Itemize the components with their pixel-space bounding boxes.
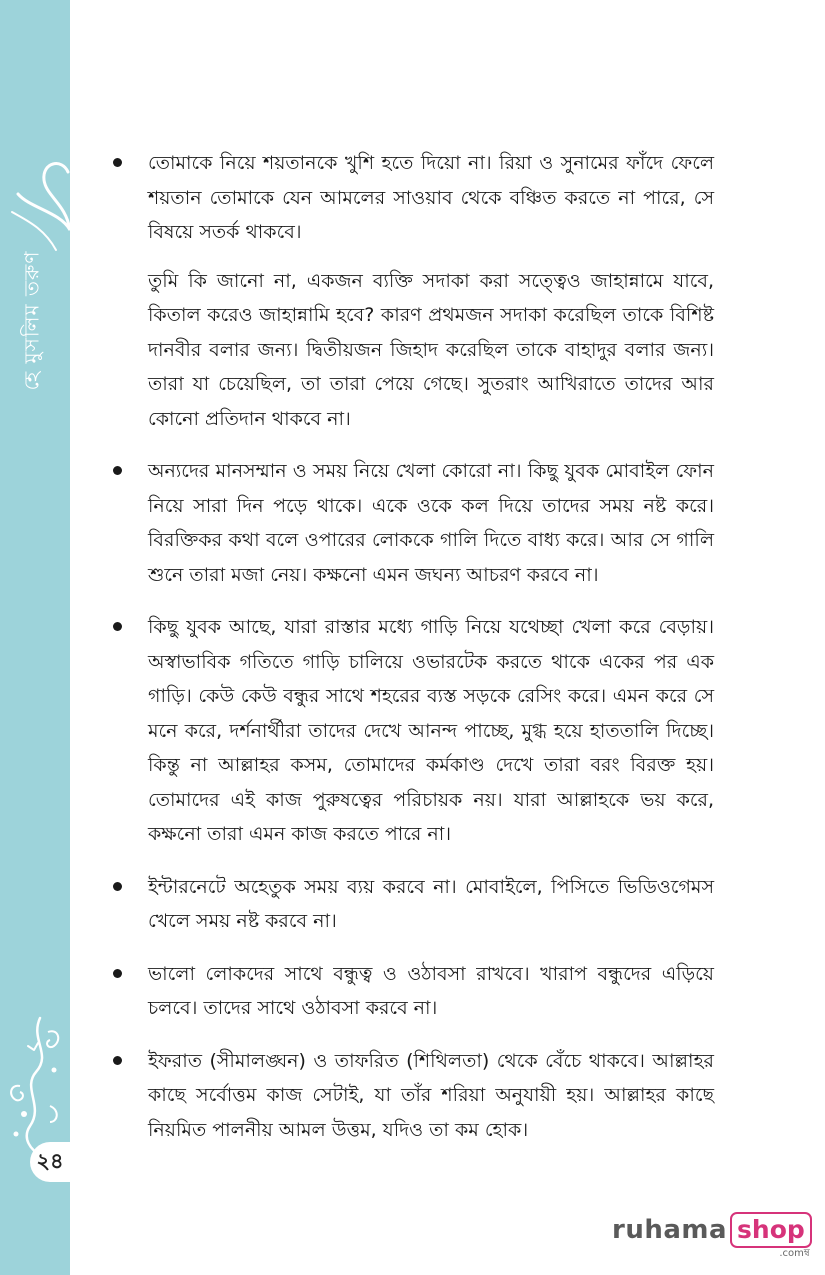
bullet-icon — [113, 466, 122, 475]
bullet-icon — [113, 622, 122, 631]
list-item-text: ভালো লোকদের সাথে বন্ধুত্ব ও ওঠাবসা রাখবে। খারাপ বন্ধুদের এড়িয়ে চলবে। তাদের সাথে ওঠাবসা করবে না। — [148, 962, 714, 1019]
logo-shop-badge — [730, 1212, 812, 1259]
list-item-text: কিছু যুবক আছে, যারা রাস্তার মধ্যে গাড়ি নিয়ে যথেচ্ছা খেলা করে বেড়ায়। অস্বাভাবিক গতিতে গাড়ি চালিয়ে ওভারটেক করতে থাকে একের পর এক গাড়ি। কেউ কেউ বন্ধুর সাথে শহরের ব্যস্ত সড়কে রেসিং করে। এমন করে সে মনে করে, দর্শনার্থীরা তাদের দেখে আনন্দ পাচ্ছে, মুগ্ধ হয়ে হাততালি দিচ্ছে। কিন্তু না আল্লাহর কসম, তোমাদের কর্মকাণ্ড দেখে তারা বরং বিরক্ত হয়। তোমাদের এই কাজ পুরুষত্বের পরিচায়ক নয়। যারা আল্লাহকে ভয় করে, কক্ষনো তারা এমন কাজ করতে পারে না। — [148, 616, 714, 845]
list-item-subparagraph: তুমি কি জানো না, একজন ব্যক্তি সদাকা করা সত্ত্বেও জাহান্নামে যাবে, কিতাল করেও জাহান্নামি হবে? কারণ প্রথমজন সদাকা করেছিল তাকে বিশিষ্ট দানবীর বলার জন্য। দ্বিতীয়জন জিহাদ করেছিল তাকে বাহাদুর বলার জন্য। তারা যা চেয়েছিল, তা তারা পেয়ে গেছে। সুতরাং আখিরাতে তাদের আর কোনো প্রতিদান থাকবে না। — [148, 269, 714, 430]
ruhamashop-logo — [612, 1212, 812, 1259]
bullet-icon — [113, 969, 122, 978]
logo-ruhama-text: ruhama — [612, 1215, 728, 1245]
list-item — [110, 146, 714, 436]
bullet-icon — [113, 1056, 122, 1065]
list-item — [110, 1044, 714, 1148]
list-item — [110, 870, 714, 939]
list-item — [110, 610, 714, 852]
list-item — [110, 957, 714, 1026]
list-item — [110, 454, 714, 592]
list-item-text: ইন্টারনেটে অহেতুক সময় ব্যয় করবে না। মোবাইলে, পিসিতে ভিডিওগেমস খেলে সময় নষ্ট করবে না। — [148, 875, 714, 932]
logo-shop-text: shop — [730, 1212, 812, 1248]
bullet-icon — [113, 158, 122, 167]
list-item-text: অন্যদের মানসম্মান ও সময় নিয়ে খেলা কোরো না। কিছু যুবক মোবাইল ফোন নিয়ে সারা দিন পড়ে থাকে। একে ওকে কল দিয়ে তাদের সময় নষ্ট করে। বিরক্তিকর কথা বলে ওপারের লোককে গালি দিতে বাধ্য করে। আর সে গালি শুনে তারা মজা নেয়। কক্ষনো এমন জঘন্য আচরণ করবে না। — [148, 460, 714, 586]
floral-flourish-icon — [0, 1010, 72, 1160]
list-item-text: ইফরাত (সীমালঙ্ঘন) ও তাফরিত (শিথিলতা) থেকে বেঁচে থাকবে। আল্লাহর কাছে সর্বোত্তম কাজ সেটাই, যা তাঁর শরিয়া অনুযায়ী হয়। আল্লাহর কাছে নিয়মিত পালনীয় আমল উত্তম, যদিও তা কম হোক। — [148, 1049, 714, 1141]
main-content — [110, 146, 714, 1165]
list-item-text: তোমাকে নিয়ে শয়তানকে খুশি হতে দিয়ো না। রিয়া ও সুনামের ফাঁদে ফেলে শয়তান তোমাকে যেন আমলের সাওয়াব থেকে বঞ্চিত করতে না পারে, সে বিষয়ে সতর্ক থাকবে। — [148, 152, 714, 243]
page-number: ২৪ — [30, 1142, 70, 1182]
bullet-icon — [113, 882, 122, 891]
logo-com-text: .comম্ব — [779, 1248, 810, 1259]
sidebar-book-title: হে মুসলিম তরুণ — [19, 250, 44, 390]
